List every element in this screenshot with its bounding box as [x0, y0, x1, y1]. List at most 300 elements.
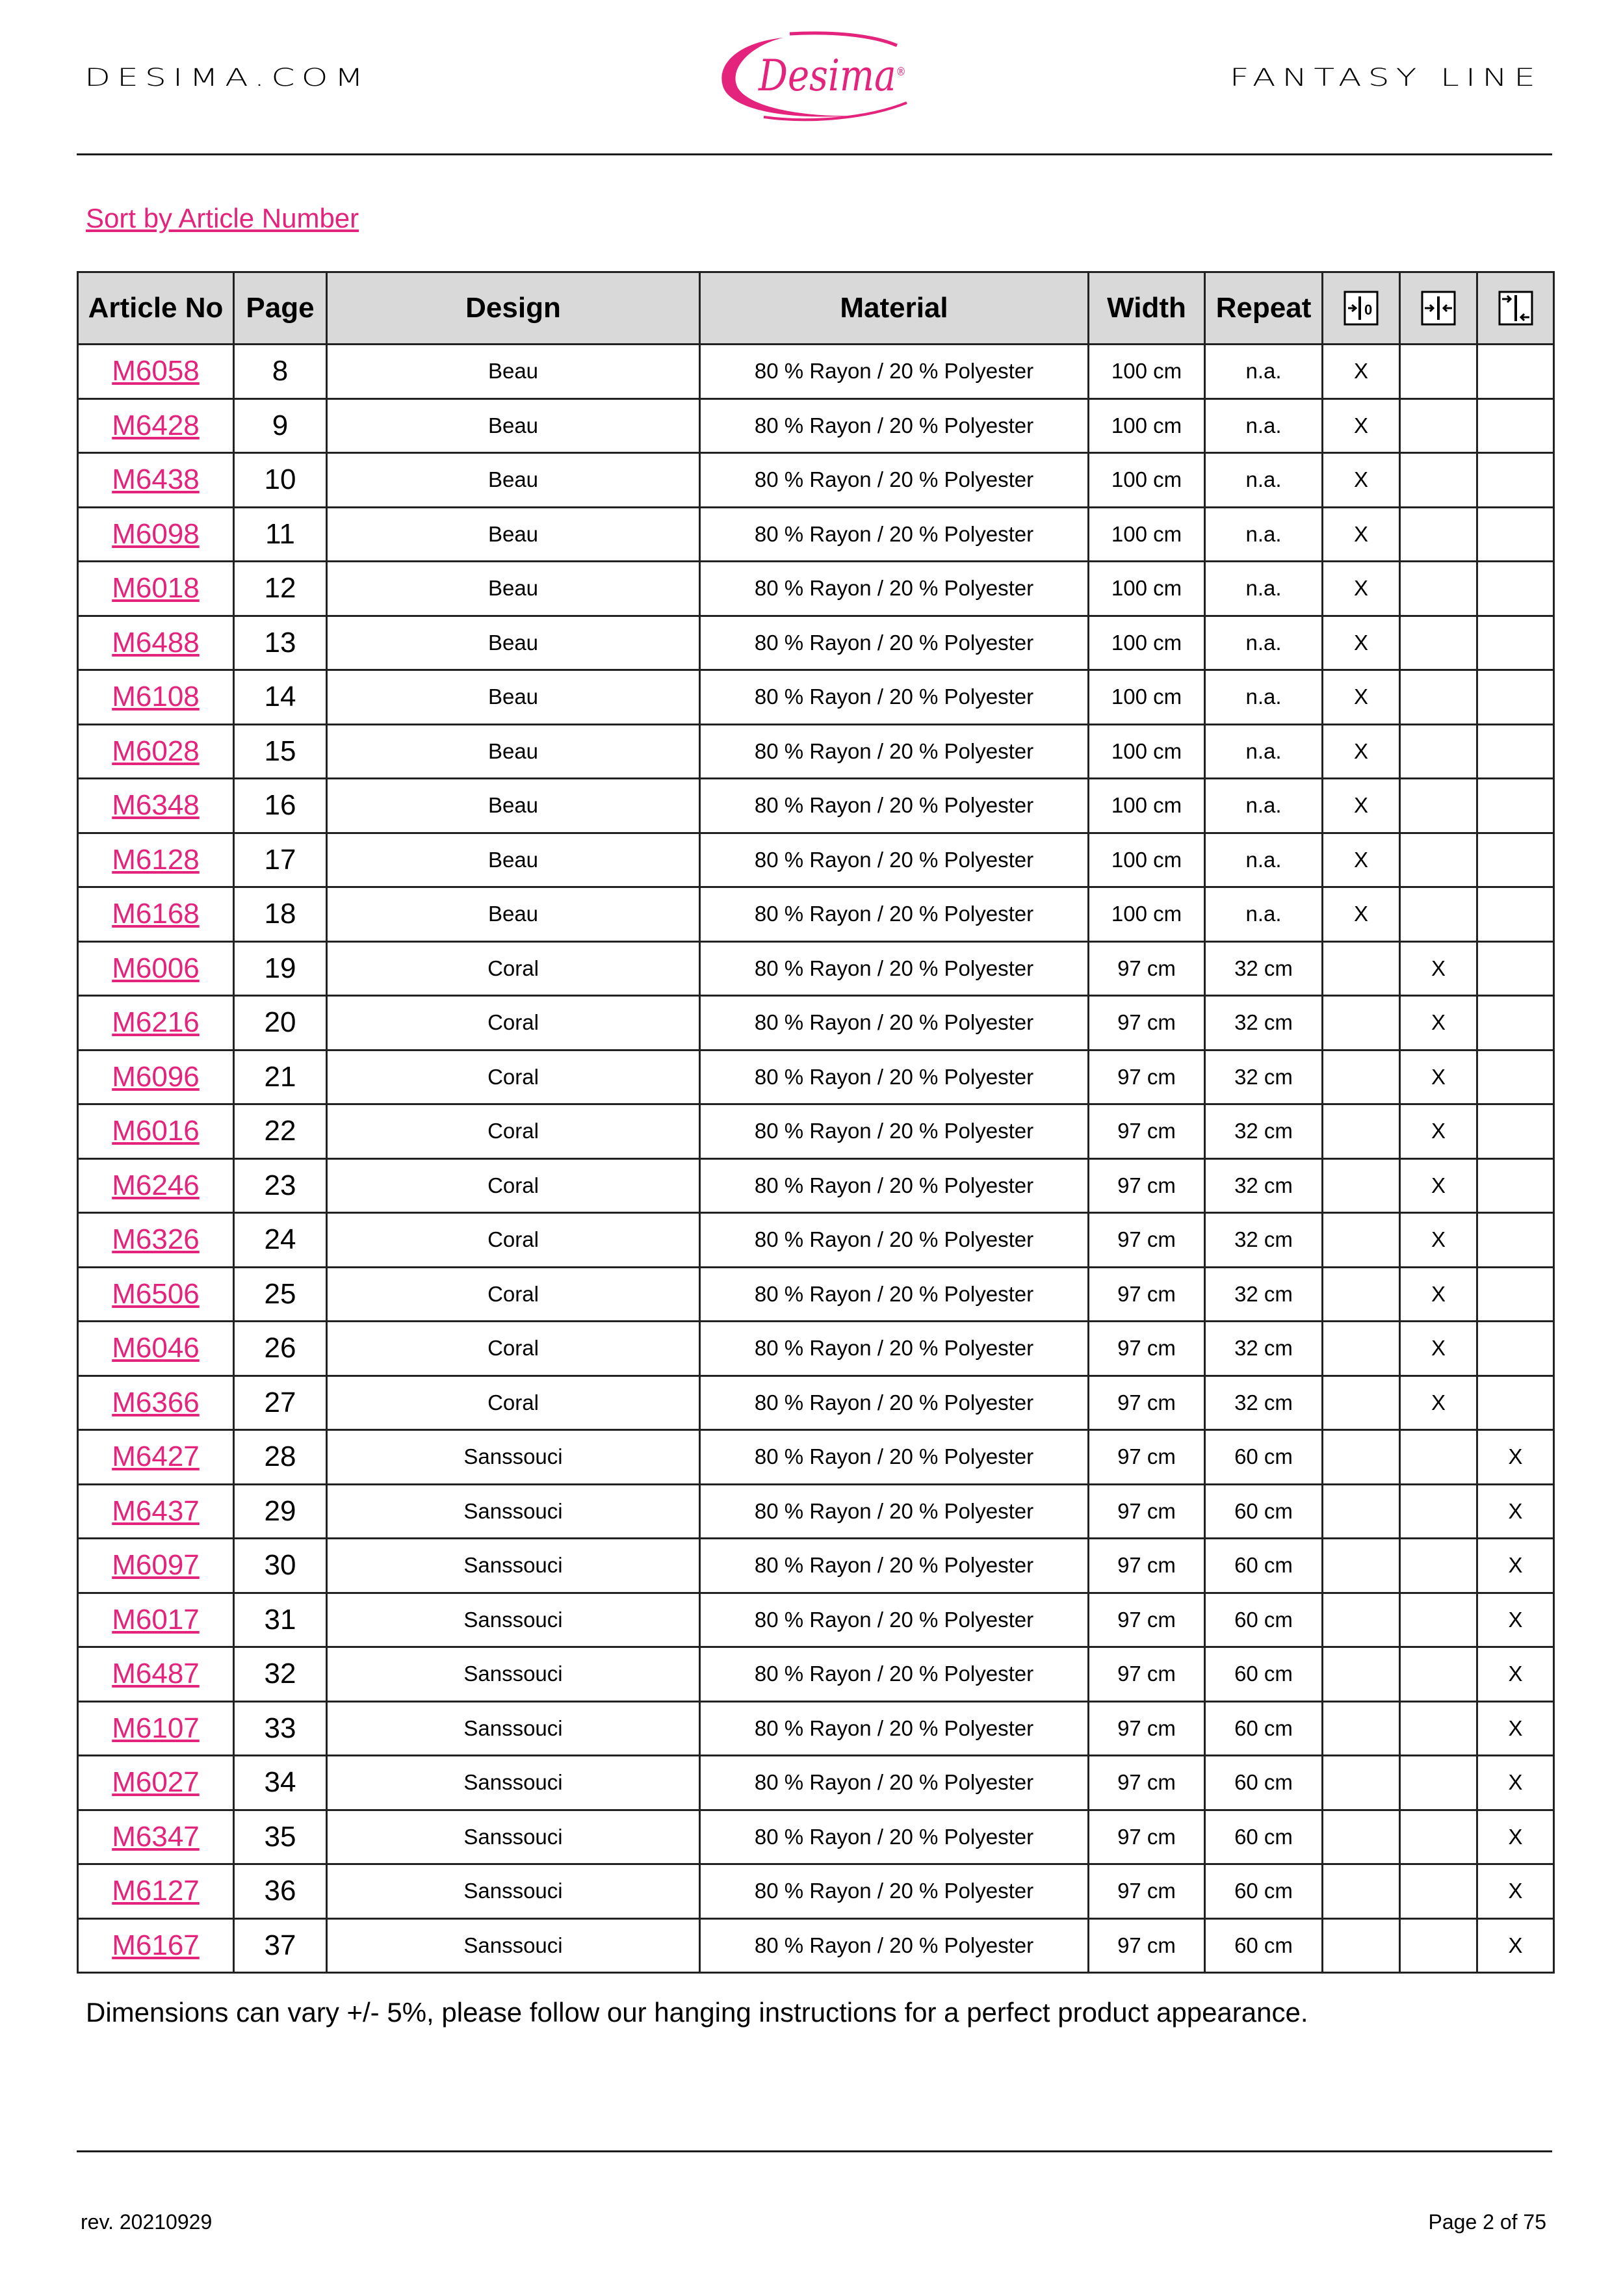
article-link[interactable]: M6347 [112, 1820, 200, 1853]
repeat-cell: 32 cm [1205, 1104, 1323, 1159]
table-row [78, 1593, 1554, 1647]
col-article-no: Article No [78, 272, 234, 345]
col-design: Design [327, 272, 700, 345]
material-cell: 80 % Rayon / 20 % Polyester [700, 1322, 1089, 1376]
no-repeat-mark [1323, 1539, 1400, 1593]
offset-repeat-mark [1477, 1267, 1554, 1322]
offset-repeat-mark: X [1477, 1756, 1554, 1810]
offset-repeat-mark: X [1477, 1430, 1554, 1485]
design-cell: Beau [327, 345, 700, 399]
article-link[interactable]: M6167 [112, 1929, 200, 1961]
material-cell: 80 % Rayon / 20 % Polyester [700, 1158, 1089, 1213]
design-cell: Coral [327, 996, 700, 1050]
offset-repeat-mark: X [1477, 1647, 1554, 1702]
article-link[interactable]: M6326 [112, 1223, 200, 1256]
no-repeat-mark: X [1323, 398, 1400, 453]
table-row [78, 1918, 1554, 1973]
article-link[interactable]: M6246 [112, 1169, 200, 1201]
svg-text:0: 0 [1364, 302, 1373, 318]
no-repeat-mark [1323, 941, 1400, 996]
page-cell: 21 [234, 1050, 327, 1104]
article-cell [78, 1539, 234, 1593]
material-cell: 80 % Rayon / 20 % Polyester [700, 453, 1089, 508]
no-repeat-mark [1323, 1376, 1400, 1430]
table-row [78, 1104, 1554, 1159]
table-row [78, 887, 1554, 942]
article-link[interactable]: M6108 [112, 681, 200, 713]
design-cell: Beau [327, 833, 700, 887]
design-cell: Sanssouci [327, 1864, 700, 1919]
material-cell: 80 % Rayon / 20 % Polyester [700, 616, 1089, 670]
page-cell: 32 [234, 1647, 327, 1702]
width-cell: 97 cm [1089, 1376, 1205, 1430]
article-link[interactable]: M6107 [112, 1712, 200, 1744]
col-material: Material [700, 272, 1089, 345]
repeat-cell: 60 cm [1205, 1593, 1323, 1647]
design-cell: Beau [327, 724, 700, 779]
straight-repeat-mark [1400, 1864, 1477, 1919]
repeat-cell: n.a. [1205, 507, 1323, 562]
material-cell: 80 % Rayon / 20 % Polyester [700, 1539, 1089, 1593]
article-link[interactable]: M6216 [112, 1006, 200, 1039]
page-cell: 12 [234, 562, 327, 616]
article-cell [78, 1701, 234, 1756]
material-cell: 80 % Rayon / 20 % Polyester [700, 724, 1089, 779]
repeat-cell: 32 cm [1205, 1267, 1323, 1322]
page-cell: 30 [234, 1539, 327, 1593]
offset-repeat-mark [1477, 724, 1554, 779]
offset-repeat-mark [1477, 1158, 1554, 1213]
design-cell: Sanssouci [327, 1539, 700, 1593]
no-repeat-mark [1323, 1864, 1400, 1919]
article-link[interactable]: M6438 [112, 463, 200, 496]
no-repeat-icon [1343, 290, 1379, 326]
width-cell: 100 cm [1089, 724, 1205, 779]
page-cell: 33 [234, 1701, 327, 1756]
article-link[interactable]: M6096 [112, 1060, 200, 1093]
design-cell: Sanssouci [327, 1647, 700, 1702]
material-cell: 80 % Rayon / 20 % Polyester [700, 1104, 1089, 1159]
width-cell: 97 cm [1089, 1864, 1205, 1919]
article-link[interactable]: M6348 [112, 789, 200, 822]
article-cell [78, 1050, 234, 1104]
footer-divider [77, 2150, 1552, 2152]
table-row [78, 616, 1554, 670]
straight-repeat-mark [1400, 398, 1477, 453]
article-cell [78, 833, 234, 887]
material-cell: 80 % Rayon / 20 % Polyester [700, 1647, 1089, 1702]
table-row [78, 1701, 1554, 1756]
article-cell [78, 1593, 234, 1647]
straight-repeat-mark: X [1400, 1376, 1477, 1430]
design-cell: Beau [327, 670, 700, 725]
article-cell [78, 507, 234, 562]
material-cell: 80 % Rayon / 20 % Polyester [700, 1484, 1089, 1539]
straight-repeat-mark [1400, 1918, 1477, 1973]
straight-repeat-icon [1420, 290, 1457, 326]
no-repeat-mark [1323, 1213, 1400, 1268]
header-divider [77, 153, 1552, 155]
article-link[interactable]: M6427 [112, 1441, 200, 1473]
design-cell: Beau [327, 398, 700, 453]
repeat-cell: n.a. [1205, 779, 1323, 833]
width-cell: 100 cm [1089, 398, 1205, 453]
design-cell: Coral [327, 1267, 700, 1322]
article-link[interactable]: M6437 [112, 1494, 200, 1527]
repeat-cell: 32 cm [1205, 996, 1323, 1050]
design-cell: Beau [327, 616, 700, 670]
page-cell: 24 [234, 1213, 327, 1268]
design-cell: Coral [327, 1376, 700, 1430]
width-cell: 97 cm [1089, 1322, 1205, 1376]
article-cell [78, 779, 234, 833]
article-table [77, 271, 1555, 1974]
offset-repeat-icon [1498, 290, 1534, 326]
page-cell: 22 [234, 1104, 327, 1159]
material-cell: 80 % Rayon / 20 % Polyester [700, 670, 1089, 725]
repeat-cell: 32 cm [1205, 1050, 1323, 1104]
table-row [78, 507, 1554, 562]
offset-repeat-mark [1477, 1213, 1554, 1268]
repeat-cell: n.a. [1205, 887, 1323, 942]
design-cell: Beau [327, 887, 700, 942]
straight-repeat-mark [1400, 779, 1477, 833]
repeat-cell: n.a. [1205, 670, 1323, 725]
offset-repeat-mark [1477, 779, 1554, 833]
straight-repeat-mark [1400, 833, 1477, 887]
offset-repeat-mark: X [1477, 1539, 1554, 1593]
article-link[interactable]: M6058 [112, 355, 200, 387]
straight-repeat-mark [1400, 616, 1477, 670]
article-cell [78, 1322, 234, 1376]
design-cell: Coral [327, 1104, 700, 1159]
offset-repeat-mark: X [1477, 1918, 1554, 1973]
repeat-cell: n.a. [1205, 833, 1323, 887]
article-link[interactable]: M6018 [112, 572, 200, 605]
straight-repeat-mark [1400, 345, 1477, 399]
page-cell: 34 [234, 1756, 327, 1810]
article-cell [78, 398, 234, 453]
no-repeat-mark [1323, 1430, 1400, 1485]
design-cell: Sanssouci [327, 1484, 700, 1539]
offset-repeat-mark: X [1477, 1593, 1554, 1647]
offset-repeat-mark [1477, 507, 1554, 562]
material-cell: 80 % Rayon / 20 % Polyester [700, 1213, 1089, 1268]
page-cell: 16 [234, 779, 327, 833]
straight-repeat-mark: X [1400, 1322, 1477, 1376]
material-cell: 80 % Rayon / 20 % Polyester [700, 1050, 1089, 1104]
repeat-cell: 60 cm [1205, 1701, 1323, 1756]
article-cell [78, 724, 234, 779]
site-name: DESIMA.COM [84, 64, 370, 92]
revision-label: rev. 20210929 [81, 2210, 213, 2234]
registered-mark: ® [896, 65, 906, 79]
article-cell [78, 1376, 234, 1430]
material-cell: 80 % Rayon / 20 % Polyester [700, 507, 1089, 562]
article-cell [78, 1756, 234, 1810]
article-cell [78, 996, 234, 1050]
sort-by-article-link[interactable]: Sort by Article Number [86, 203, 359, 233]
material-cell: 80 % Rayon / 20 % Polyester [700, 345, 1089, 399]
design-cell: Beau [327, 507, 700, 562]
material-cell: 80 % Rayon / 20 % Polyester [700, 996, 1089, 1050]
article-link[interactable]: M6017 [112, 1603, 200, 1636]
table-row [78, 1430, 1554, 1485]
width-cell: 97 cm [1089, 1756, 1205, 1810]
article-cell [78, 616, 234, 670]
table-row [78, 941, 1554, 996]
page-cell: 15 [234, 724, 327, 779]
article-link[interactable]: M6487 [112, 1658, 200, 1690]
logo-brand: Desima [759, 51, 896, 101]
page-cell: 31 [234, 1593, 327, 1647]
straight-repeat-mark: X [1400, 996, 1477, 1050]
article-cell [78, 1484, 234, 1539]
page-cell: 27 [234, 1376, 327, 1430]
no-repeat-mark: X [1323, 616, 1400, 670]
offset-repeat-mark [1477, 345, 1554, 399]
article-link[interactable]: M6016 [112, 1115, 200, 1147]
table-row [78, 1158, 1554, 1213]
material-cell: 80 % Rayon / 20 % Polyester [700, 887, 1089, 942]
straight-repeat-mark: X [1400, 1213, 1477, 1268]
table-row [78, 1213, 1554, 1268]
offset-repeat-mark: X [1477, 1484, 1554, 1539]
page-cell: 29 [234, 1484, 327, 1539]
table-row [78, 345, 1554, 399]
article-cell [78, 670, 234, 725]
article-link[interactable]: M6027 [112, 1766, 200, 1799]
table-row [78, 670, 1554, 725]
table-row [78, 724, 1554, 779]
table-row [78, 1322, 1554, 1376]
width-cell: 100 cm [1089, 670, 1205, 725]
width-cell: 97 cm [1089, 1158, 1205, 1213]
no-repeat-mark [1323, 1810, 1400, 1864]
table-row [78, 1810, 1554, 1864]
repeat-cell: n.a. [1205, 398, 1323, 453]
page-cell: 23 [234, 1158, 327, 1213]
width-cell: 97 cm [1089, 996, 1205, 1050]
no-repeat-mark: X [1323, 833, 1400, 887]
table-row [78, 1864, 1554, 1919]
table-row [78, 1539, 1554, 1593]
width-cell: 100 cm [1089, 779, 1205, 833]
straight-repeat-mark: X [1400, 1158, 1477, 1213]
straight-repeat-mark [1400, 1484, 1477, 1539]
repeat-cell: 60 cm [1205, 1810, 1323, 1864]
no-repeat-mark [1323, 1701, 1400, 1756]
col-offset-repeat [1477, 272, 1554, 345]
width-cell: 97 cm [1089, 1050, 1205, 1104]
width-cell: 97 cm [1089, 1484, 1205, 1539]
width-cell: 100 cm [1089, 833, 1205, 887]
width-cell: 97 cm [1089, 1647, 1205, 1702]
straight-repeat-mark [1400, 1647, 1477, 1702]
repeat-cell: 60 cm [1205, 1756, 1323, 1810]
article-cell [78, 1864, 234, 1919]
design-cell: Beau [327, 453, 700, 508]
article-link[interactable]: M6506 [112, 1277, 200, 1310]
no-repeat-mark [1323, 1756, 1400, 1810]
repeat-cell: 32 cm [1205, 941, 1323, 996]
no-repeat-mark: X [1323, 507, 1400, 562]
no-repeat-mark [1323, 1322, 1400, 1376]
material-cell: 80 % Rayon / 20 % Polyester [700, 1810, 1089, 1864]
repeat-cell: n.a. [1205, 453, 1323, 508]
table-row [78, 1376, 1554, 1430]
desima-logo [712, 26, 920, 127]
straight-repeat-mark [1400, 887, 1477, 942]
offset-repeat-mark: X [1477, 1701, 1554, 1756]
article-cell [78, 1104, 234, 1159]
no-repeat-mark [1323, 1647, 1400, 1702]
straight-repeat-mark: X [1400, 1050, 1477, 1104]
no-repeat-mark: X [1323, 453, 1400, 508]
collection-name: FANTASY LINE [1229, 64, 1542, 92]
offset-repeat-mark: X [1477, 1864, 1554, 1919]
repeat-cell: 32 cm [1205, 1322, 1323, 1376]
article-link[interactable]: M6097 [112, 1549, 200, 1582]
material-cell: 80 % Rayon / 20 % Polyester [700, 1756, 1089, 1810]
repeat-cell: 32 cm [1205, 1213, 1323, 1268]
table-row [78, 779, 1554, 833]
col-no-repeat [1323, 272, 1400, 345]
page-cell: 25 [234, 1267, 327, 1322]
repeat-cell: 60 cm [1205, 1647, 1323, 1702]
straight-repeat-mark [1400, 1539, 1477, 1593]
design-cell: Sanssouci [327, 1810, 700, 1864]
straight-repeat-mark: X [1400, 941, 1477, 996]
material-cell: 80 % Rayon / 20 % Polyester [700, 1267, 1089, 1322]
repeat-cell: n.a. [1205, 724, 1323, 779]
straight-repeat-mark: X [1400, 1267, 1477, 1322]
offset-repeat-mark [1477, 1104, 1554, 1159]
no-repeat-mark: X [1323, 562, 1400, 616]
offset-repeat-mark [1477, 616, 1554, 670]
design-cell: Sanssouci [327, 1430, 700, 1485]
repeat-cell: n.a. [1205, 616, 1323, 670]
table-row [78, 562, 1554, 616]
offset-repeat-mark [1477, 887, 1554, 942]
material-cell: 80 % Rayon / 20 % Polyester [700, 562, 1089, 616]
width-cell: 97 cm [1089, 941, 1205, 996]
no-repeat-mark [1323, 996, 1400, 1050]
no-repeat-mark: X [1323, 345, 1400, 399]
dimensions-note: Dimensions can vary +/- 5%, please follow our hanging instructions for a perfect product appearance. [86, 1997, 1308, 2028]
page-cell: 20 [234, 996, 327, 1050]
article-cell [78, 1158, 234, 1213]
table-row [78, 398, 1554, 453]
width-cell: 97 cm [1089, 1918, 1205, 1973]
article-link[interactable]: M6488 [112, 626, 200, 659]
col-page: Page [234, 272, 327, 345]
straight-repeat-mark [1400, 1810, 1477, 1864]
no-repeat-mark [1323, 1104, 1400, 1159]
straight-repeat-mark [1400, 670, 1477, 725]
page-number: Page 2 of 75 [1428, 2210, 1546, 2234]
no-repeat-mark: X [1323, 887, 1400, 942]
repeat-cell: 60 cm [1205, 1484, 1323, 1539]
width-cell: 100 cm [1089, 887, 1205, 942]
width-cell: 97 cm [1089, 1213, 1205, 1268]
table-header-row [78, 272, 1554, 345]
material-cell: 80 % Rayon / 20 % Polyester [700, 1918, 1089, 1973]
no-repeat-mark [1323, 1484, 1400, 1539]
page-cell: 26 [234, 1322, 327, 1376]
article-link[interactable]: M6127 [112, 1875, 200, 1907]
table-row [78, 996, 1554, 1050]
article-link[interactable]: M6006 [112, 952, 200, 984]
article-link[interactable]: M6028 [112, 735, 200, 767]
straight-repeat-mark [1400, 1701, 1477, 1756]
width-cell: 97 cm [1089, 1539, 1205, 1593]
page-cell: 17 [234, 833, 327, 887]
page-cell: 36 [234, 1864, 327, 1919]
page-cell: 10 [234, 453, 327, 508]
repeat-cell: n.a. [1205, 345, 1323, 399]
table-row [78, 1756, 1554, 1810]
page-cell: 8 [234, 345, 327, 399]
article-cell [78, 1918, 234, 1973]
repeat-cell: n.a. [1205, 562, 1323, 616]
col-width: Width [1089, 272, 1205, 345]
width-cell: 97 cm [1089, 1810, 1205, 1864]
width-cell: 100 cm [1089, 507, 1205, 562]
article-cell [78, 1647, 234, 1702]
table-row [78, 1050, 1554, 1104]
width-cell: 97 cm [1089, 1701, 1205, 1756]
material-cell: 80 % Rayon / 20 % Polyester [700, 1376, 1089, 1430]
article-link[interactable]: M6168 [112, 898, 200, 930]
offset-repeat-mark [1477, 941, 1554, 996]
width-cell: 97 cm [1089, 1430, 1205, 1485]
offset-repeat-mark [1477, 670, 1554, 725]
design-cell: Coral [327, 1050, 700, 1104]
offset-repeat-mark [1477, 1050, 1554, 1104]
page-cell: 35 [234, 1810, 327, 1864]
col-repeat: Repeat [1205, 272, 1323, 345]
article-link[interactable]: M6098 [112, 517, 200, 550]
repeat-cell: 32 cm [1205, 1376, 1323, 1430]
width-cell: 97 cm [1089, 1593, 1205, 1647]
page-cell: 11 [234, 507, 327, 562]
article-link[interactable]: M6128 [112, 843, 200, 876]
article-cell [78, 941, 234, 996]
width-cell: 97 cm [1089, 1104, 1205, 1159]
material-cell: 80 % Rayon / 20 % Polyester [700, 779, 1089, 833]
design-cell: Sanssouci [327, 1593, 700, 1647]
article-link[interactable]: M6046 [112, 1332, 200, 1364]
offset-repeat-mark: X [1477, 1810, 1554, 1864]
straight-repeat-mark [1400, 1430, 1477, 1485]
design-cell: Coral [327, 941, 700, 996]
article-cell [78, 1267, 234, 1322]
design-cell: Beau [327, 562, 700, 616]
straight-repeat-mark [1400, 724, 1477, 779]
no-repeat-mark: X [1323, 724, 1400, 779]
offset-repeat-mark [1477, 398, 1554, 453]
article-link[interactable]: M6366 [112, 1386, 200, 1418]
offset-repeat-mark [1477, 562, 1554, 616]
col-straight-repeat [1400, 272, 1477, 345]
offset-repeat-mark [1477, 833, 1554, 887]
page-cell: 13 [234, 616, 327, 670]
article-cell [78, 562, 234, 616]
article-link[interactable]: M6428 [112, 409, 200, 441]
straight-repeat-mark [1400, 1593, 1477, 1647]
article-cell [78, 1213, 234, 1268]
